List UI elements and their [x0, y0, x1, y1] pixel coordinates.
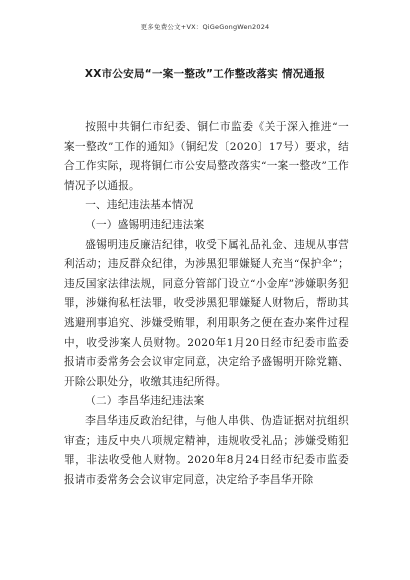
- case-paragraph-2: 李昌华违反政治纪律，与他人串供、伪造证据对抗组织审查；违反中央八项规定精神，违规收受礼品；涉嫌受贿犯罪，非法收受他人财物。2020年8月24日经市纪委市监委报请市委常务会会议审定同意，决定给予李昌华开除: [64, 414, 349, 486]
- document-title: XX市公安局“一案一整改”工作整改落实 情况通报: [84, 68, 326, 80]
- header-note: 更多免费公文+VX：QiGeGongWen2024: [140, 23, 270, 31]
- intro-paragraph: 按照中共铜仁市纪委、铜仁市监委《关于深入推进“一案一整改”工作的通知》（铜纪发〔2020〕17号）要求，结合工作实际，现将铜仁市公安局整改落实“一案一整改”工作情况予以通报。: [64, 121, 349, 192]
- case-heading-2: （二）李昌华违纪违法案: [85, 395, 205, 408]
- case-heading-1: （一）盛锡明违纪违法案: [85, 218, 205, 231]
- document-body: [64, 118, 349, 490]
- case-paragraph-1: 盛锡明违反廉洁纪律，收受下属礼品礼金、违规从事营利活动；违反群众纪律，为涉黑犯罪嫌疑人充当“保护伞”；违反国家法律法规，同意分管部门设立“小金库”涉嫌职务犯罪，涉嫌徇私枉法罪，收受涉黑犯罪嫌疑人财物后，帮助其逃避刑事追究、涉嫌受贿罪，利用职务之便在查办案件过程中，收受涉案人员财物。2020年1月20日经市纪委市监委报请市委常务会会议审定同意，决定给予盛锡明开除党籍、开除公职处分，收缴其违纪所得。: [64, 238, 349, 388]
- section-heading-1: 一、违纪违法基本情况: [85, 199, 194, 212]
